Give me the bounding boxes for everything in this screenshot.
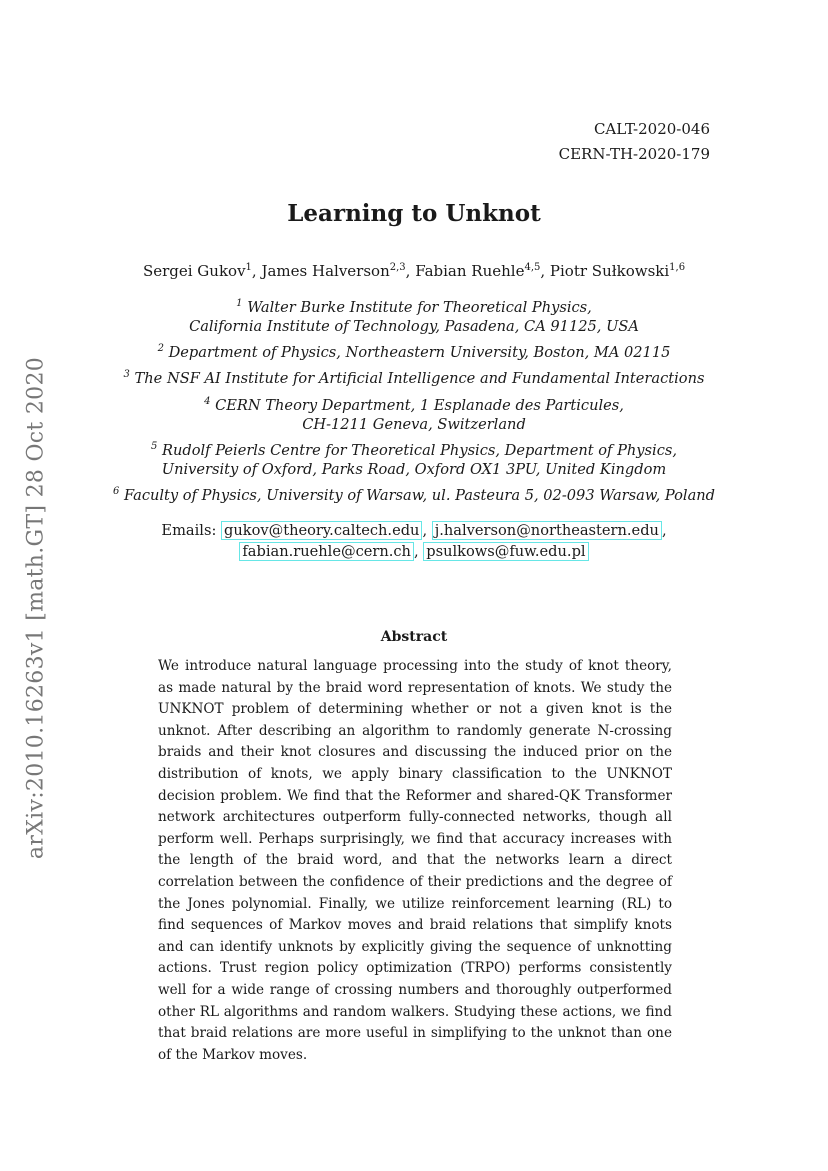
affiliation-number: 6 (112, 486, 120, 498)
email-link-gukov[interactable]: gukov@theory.caltech.edu (221, 521, 422, 540)
email-link-halverson[interactable]: j.halverson@northeastern.edu (432, 521, 662, 540)
report-number-2: CERN-TH-2020-179 (558, 145, 710, 163)
author-name: Fabian Ruehle (415, 262, 525, 280)
author-affil-sup: 2,3 (389, 262, 406, 273)
author-name: Piotr Sułkowski (549, 262, 670, 280)
abstract-text: We introduce natural language processing into the study of knot theory, as made natural by the braid word representation of knots. We study the UNKNOT problem of determining whether or not a given knot is the unknot. After describing an algorithm to randomly generate N-crossing braids and their knot closures and discussing the induced prior on the distribution of knots, we apply binary classification to the UNKNOT decision problem. We find that the Reformer and shared-QK Transformer network architectures outperform fully-connected networks, though all perform well. Perhaps surprisingly, we find that accuracy increases with the length of the braid word, and that the networks learn a direct correlation between the confidence of their predictions and the degree of the Jones polynomial. Finally, we utilize reinforcement learning (RL) to find sequences of Markov moves and braid relations that simplify knots and can identify unknots by explicitly giving the sequence of unknotting actions. Trust region policy optimization (TRPO) performs consistently well for a wide range of crossing numbers and thoroughly outperformed other RL algorithms and random walkers. Studying these actions, we find that braid relations are more useful in simplifying to the unknot than one of the Markov moves. (158, 658, 672, 1063)
email-link-ruehle[interactable]: fabian.ruehle@cern.ch (239, 542, 414, 561)
author-affil-sup: 1 (245, 262, 252, 273)
affiliation-3 (0, 369, 828, 388)
report-number-1: CALT-2020-046 (593, 120, 710, 138)
emails-block: Emails: gukov@theory.caltech.edu , j.halverson@northeastern.edu , fabian.ruehle@cern.ch , psulkows@fuw.edu.pl (161, 522, 667, 560)
author-name: Sergei Gukov (142, 262, 246, 280)
affiliation-number: 1 (236, 298, 243, 310)
email-link-sulkowski[interactable]: psulkows@fuw.edu.pl (423, 542, 588, 561)
affiliation-number: 3 (123, 369, 130, 381)
affiliation-number: 5 (150, 441, 158, 453)
affiliation-line: California Institute of Technology, Pasadena, CA 91125, USA (189, 318, 639, 335)
emails-label: Emails: (161, 522, 217, 539)
affiliation-4 (0, 396, 828, 434)
affiliation-line: Department of Physics, Northeastern University, Boston, MA 02115 (168, 344, 671, 361)
affiliation-line: University of Oxford, Parks Road, Oxford OX1 3PU, United Kingdom (161, 461, 667, 478)
author-name: James Halverson (261, 262, 390, 280)
affiliation-5 (0, 441, 828, 479)
affiliation-number: 2 (157, 343, 164, 355)
affiliation-6 (0, 486, 828, 505)
affiliation-line: CERN Theory Department, 1 Esplanade des Particules, (215, 397, 624, 414)
arxiv-id: arXiv:2010.16263v1 [math.GT] 28 Oct 2020 (23, 356, 49, 860)
affiliation-line: Faculty of Physics, University of Warsaw, ul. Pasteura 5, 02-093 Warsaw, Poland (123, 487, 716, 504)
affiliation-line: The NSF AI Institute for Artificial Intelligence and Fundamental Interactions (134, 370, 705, 387)
author-list: Sergei Gukov$^1$, James Halverson$^{2,3}$, Fabian Ruehle$^{4,5}$, Piotr Sułkowski$^{1,6}$ (142, 262, 686, 280)
affiliation-number: 4 (204, 396, 211, 408)
author-affil-sup: 4,5 (524, 262, 541, 273)
abstract-heading: Abstract (380, 629, 448, 645)
author-affil-sup: 1,6 (669, 262, 686, 273)
affiliation-line: CH-1211 Geneva, Switzerland (302, 416, 526, 433)
paper-title: Learning to Unknot (287, 200, 541, 227)
affiliation-2 (0, 343, 828, 362)
affiliation-line: Rudolf Peierls Centre for Theoretical Physics, Department of Physics, (162, 442, 678, 459)
affiliation-1 (0, 298, 828, 336)
affiliation-line: Walter Burke Institute for Theoretical Physics, (247, 299, 592, 316)
